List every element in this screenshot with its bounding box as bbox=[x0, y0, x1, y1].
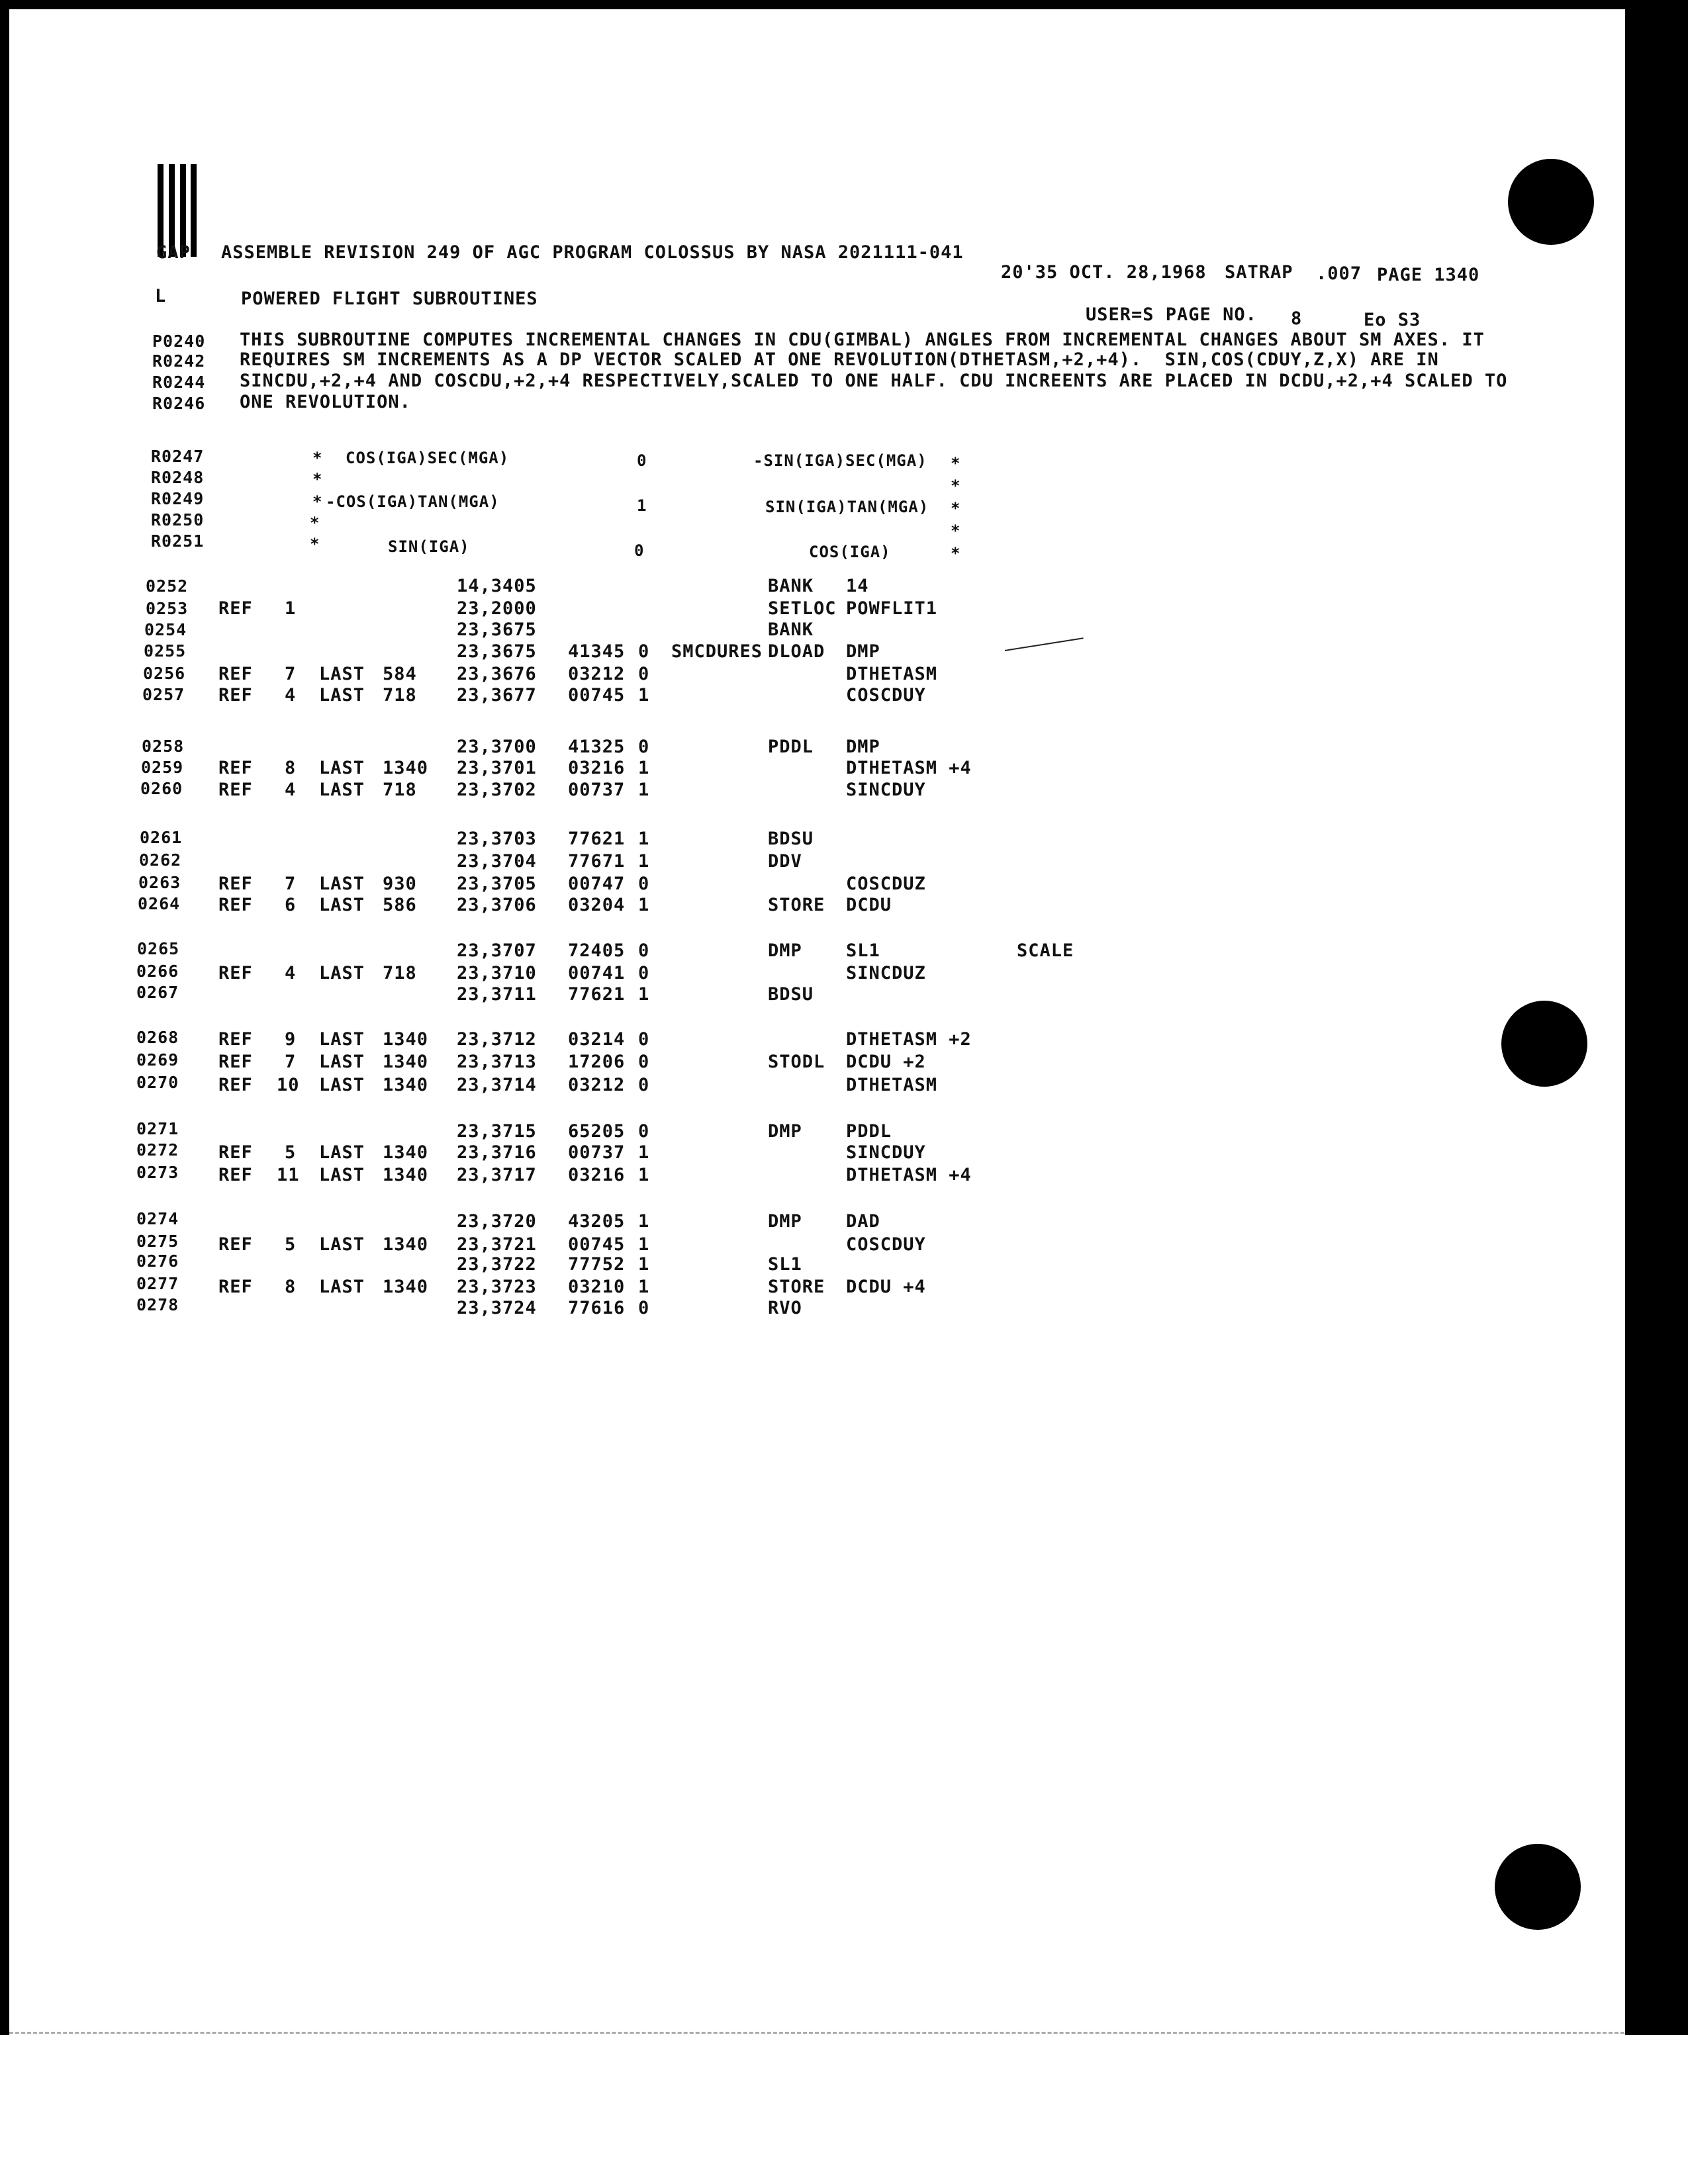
code-ref-tag: REF bbox=[218, 598, 253, 619]
code-address: 23,3723 bbox=[457, 1277, 537, 1297]
code-last-tag: LAST bbox=[319, 758, 365, 778]
user-name: SATRAP bbox=[1225, 262, 1293, 283]
matrix-mid: 0 bbox=[634, 541, 645, 560]
code-ref-tag: REF bbox=[218, 1052, 253, 1072]
code-word-flag: 0 bbox=[638, 1121, 650, 1142]
code-word-flag: 1 bbox=[638, 1165, 650, 1185]
code-operand: SL1 bbox=[846, 940, 880, 961]
code-label: SMCDURES bbox=[671, 641, 763, 662]
code-opcode: DLOAD bbox=[768, 641, 825, 662]
matrix-left: SIN(IGA) bbox=[388, 537, 470, 556]
code-line-number: 0267 bbox=[136, 983, 179, 1002]
code-ref-tag: REF bbox=[218, 1165, 253, 1185]
code-ref-tag: REF bbox=[218, 874, 253, 894]
code-word-flag: 0 bbox=[638, 1052, 650, 1072]
code-last-page: 930 bbox=[383, 874, 417, 894]
code-line-number: 0260 bbox=[140, 779, 183, 798]
code-last-tag: LAST bbox=[319, 1142, 365, 1163]
code-octal-word: 00747 bbox=[568, 874, 626, 894]
comment-line-id: R0242 bbox=[152, 351, 206, 371]
code-ref-tag: REF bbox=[218, 1075, 253, 1095]
code-word-flag: 0 bbox=[638, 664, 650, 684]
code-opcode: STORE bbox=[768, 895, 825, 915]
code-octal-word: 00741 bbox=[568, 963, 626, 983]
code-note: SCALE bbox=[1017, 940, 1074, 961]
code-last-page: 718 bbox=[383, 780, 417, 800]
eo-mark: Eo S3 bbox=[1364, 310, 1421, 330]
code-ref-count: 4 bbox=[285, 685, 297, 705]
code-word-flag: 1 bbox=[638, 895, 650, 915]
code-opcode: BDSU bbox=[768, 984, 814, 1005]
code-word-flag: 1 bbox=[638, 984, 650, 1005]
code-line-number: 0275 bbox=[136, 1232, 179, 1251]
code-last-tag: LAST bbox=[319, 1165, 365, 1185]
code-word-flag: 1 bbox=[638, 1211, 650, 1232]
comment-line-text: ONE REVOLUTION. bbox=[240, 392, 411, 412]
code-ref-tag: REF bbox=[218, 685, 253, 705]
code-last-tag: LAST bbox=[319, 664, 365, 684]
code-line-number: 0257 bbox=[142, 685, 185, 704]
code-address: 23,3705 bbox=[457, 874, 537, 894]
code-operand: DTHETASM +2 bbox=[846, 1029, 972, 1050]
code-last-page: 1340 bbox=[383, 1142, 429, 1163]
matrix-star: * bbox=[310, 535, 320, 553]
code-opcode: RVO bbox=[768, 1298, 802, 1318]
code-word-flag: 1 bbox=[638, 780, 650, 800]
code-octal-word: 00745 bbox=[568, 1234, 626, 1255]
code-line-number: 0266 bbox=[136, 962, 179, 981]
matrix-line-id: R0248 bbox=[151, 468, 205, 487]
code-word-flag: 0 bbox=[638, 940, 650, 961]
code-address: 23,3703 bbox=[457, 829, 537, 849]
code-word-flag: 0 bbox=[638, 963, 650, 983]
code-ref-tag: REF bbox=[218, 1142, 253, 1163]
code-address: 14,3405 bbox=[457, 576, 537, 596]
code-line-number: 0256 bbox=[143, 664, 186, 683]
code-address: 23,3675 bbox=[457, 619, 537, 640]
code-last-page: 586 bbox=[383, 895, 417, 915]
code-operand: DMP bbox=[846, 641, 880, 662]
code-address: 23,3706 bbox=[457, 895, 537, 915]
code-line-number: 0255 bbox=[144, 641, 187, 660]
code-ref-count: 5 bbox=[285, 1142, 297, 1163]
code-octal-word: 00745 bbox=[568, 685, 626, 705]
section-title: POWERED FLIGHT SUBROUTINES bbox=[241, 289, 538, 309]
code-operand: PDDL bbox=[846, 1121, 892, 1142]
code-address: 23,3722 bbox=[457, 1254, 537, 1275]
l-flag: L bbox=[155, 286, 167, 306]
matrix-line-id: R0247 bbox=[151, 447, 205, 466]
code-operand: DTHETASM bbox=[846, 1075, 938, 1095]
code-operand: COSCDUZ bbox=[846, 874, 926, 894]
code-opcode: BANK bbox=[768, 576, 814, 596]
scan-top-edge bbox=[0, 0, 1688, 9]
code-octal-word: 03216 bbox=[568, 1165, 626, 1185]
matrix-star: * bbox=[951, 454, 961, 473]
code-address: 23,3710 bbox=[457, 963, 537, 983]
code-ref-tag: REF bbox=[218, 963, 253, 983]
code-operand: COSCDUY bbox=[846, 1234, 926, 1255]
matrix-line-id: R0251 bbox=[151, 531, 205, 551]
code-opcode: PDDL bbox=[768, 737, 814, 757]
code-opcode: SETLOC bbox=[768, 598, 837, 619]
code-last-tag: LAST bbox=[319, 874, 365, 894]
code-word-flag: 1 bbox=[638, 758, 650, 778]
code-octal-word: 77752 bbox=[568, 1254, 626, 1275]
code-line-number: 0277 bbox=[136, 1274, 179, 1293]
code-word-flag: 0 bbox=[638, 1298, 650, 1318]
code-opcode: STODL bbox=[768, 1052, 825, 1072]
code-octal-word: 41345 bbox=[568, 641, 626, 662]
matrix-mid: 1 bbox=[637, 496, 647, 515]
sequence: .007 bbox=[1316, 263, 1362, 284]
perforation-line bbox=[9, 2032, 1624, 2034]
code-line-number: 0271 bbox=[136, 1119, 179, 1138]
matrix-star: * bbox=[312, 470, 323, 488]
punch-hole bbox=[1495, 1844, 1581, 1930]
code-ref-tag: REF bbox=[218, 1234, 253, 1255]
code-line-number: 0272 bbox=[136, 1140, 179, 1160]
code-last-page: 1340 bbox=[383, 1234, 429, 1255]
code-octal-word: 77616 bbox=[568, 1298, 626, 1318]
code-operand: DTHETASM +4 bbox=[846, 758, 972, 778]
matrix-star: * bbox=[951, 522, 961, 540]
matrix-star: * bbox=[312, 492, 323, 511]
scan-bottom-margin bbox=[0, 2035, 1688, 2184]
code-octal-word: 41325 bbox=[568, 737, 626, 757]
code-word-flag: 1 bbox=[638, 1234, 650, 1255]
code-last-tag: LAST bbox=[319, 895, 365, 915]
gap-tag: GAP bbox=[156, 242, 191, 263]
code-last-tag: LAST bbox=[319, 780, 365, 800]
code-ref-tag: REF bbox=[218, 780, 253, 800]
code-ref-count: 7 bbox=[285, 664, 297, 684]
matrix-star: * bbox=[310, 514, 320, 532]
code-ref-tag: REF bbox=[218, 895, 253, 915]
code-ref-count: 10 bbox=[277, 1075, 300, 1095]
code-line-number: 0278 bbox=[136, 1295, 179, 1314]
code-last-page: 718 bbox=[383, 963, 417, 983]
code-operand: COSCDUY bbox=[846, 685, 926, 705]
code-last-tag: LAST bbox=[319, 685, 365, 705]
code-last-page: 1340 bbox=[383, 758, 429, 778]
code-octal-word: 77621 bbox=[568, 984, 626, 1005]
code-operand: DTHETASM bbox=[846, 664, 938, 684]
code-address: 23,3701 bbox=[457, 758, 537, 778]
code-octal-word: 00737 bbox=[568, 780, 626, 800]
code-line-number: 0258 bbox=[142, 737, 185, 756]
code-address: 23,3707 bbox=[457, 940, 537, 961]
code-opcode: DDV bbox=[768, 851, 802, 872]
code-ref-count: 1 bbox=[285, 598, 297, 619]
code-word-flag: 1 bbox=[638, 1142, 650, 1163]
comment-line-text: THIS SUBROUTINE COMPUTES INCREMENTAL CHANGES IN CDU(GIMBAL) ANGLES FROM INCREMENTAL CHANGES ABOUT SM AXES. IT bbox=[240, 330, 1485, 350]
code-line-number: 0252 bbox=[146, 576, 189, 596]
code-address: 23,3715 bbox=[457, 1121, 537, 1142]
comment-line-id: P0240 bbox=[152, 332, 206, 351]
code-ref-count: 4 bbox=[285, 780, 297, 800]
code-line-number: 0253 bbox=[146, 599, 189, 618]
code-operand: SINCDUZ bbox=[846, 963, 926, 983]
code-opcode: SL1 bbox=[768, 1254, 802, 1275]
code-last-tag: LAST bbox=[319, 1029, 365, 1050]
code-line-number: 0270 bbox=[136, 1073, 179, 1092]
code-ref-count: 8 bbox=[285, 1277, 297, 1297]
code-last-tag: LAST bbox=[319, 1052, 365, 1072]
code-line-number: 0265 bbox=[137, 939, 180, 958]
code-last-page: 1340 bbox=[383, 1052, 429, 1072]
code-address: 23,3721 bbox=[457, 1234, 537, 1255]
comment-line-text: SINCDU,+2,+4 AND COSCDU,+2,+4 RESPECTIVELY,SCALED TO ONE HALF. CDU INCREENTS ARE PLACED IN DCDU,+2,+4 SCALED TO bbox=[240, 371, 1508, 391]
code-line-number: 0269 bbox=[136, 1050, 179, 1069]
code-operand: DMP bbox=[846, 737, 880, 757]
code-ref-count: 6 bbox=[285, 895, 297, 915]
code-opcode: DMP bbox=[768, 1121, 802, 1142]
code-octal-word: 03212 bbox=[568, 1075, 626, 1095]
code-word-flag: 1 bbox=[638, 685, 650, 705]
page-number: PAGE 1340 bbox=[1377, 265, 1480, 285]
code-ref-count: 7 bbox=[285, 1052, 297, 1072]
code-address: 23,3704 bbox=[457, 851, 537, 872]
punch-hole bbox=[1508, 159, 1594, 245]
user-page-number: 8 bbox=[1291, 308, 1303, 329]
comment-line-id: R0246 bbox=[152, 394, 206, 413]
code-word-flag: 1 bbox=[638, 1254, 650, 1275]
code-octal-word: 00737 bbox=[568, 1142, 626, 1163]
code-last-tag: LAST bbox=[319, 1234, 365, 1255]
code-word-flag: 0 bbox=[638, 1075, 650, 1095]
code-ref-tag: REF bbox=[218, 1029, 253, 1050]
matrix-line-id: R0249 bbox=[151, 489, 205, 508]
code-octal-word: 03210 bbox=[568, 1277, 626, 1297]
comment-line-text: REQUIRES SM INCREMENTS AS A DP VECTOR SCALED AT ONE REVOLUTION(DTHETASM,+2,+4). SIN,COS(CDUY,Z,X) ARE IN bbox=[240, 349, 1439, 370]
code-octal-word: 43205 bbox=[568, 1211, 626, 1232]
code-last-page: 1340 bbox=[383, 1029, 429, 1050]
matrix-right: -SIN(IGA)SEC(MGA) bbox=[753, 451, 927, 470]
code-last-page: 1340 bbox=[383, 1277, 429, 1297]
code-word-flag: 0 bbox=[638, 1029, 650, 1050]
code-address: 23,3713 bbox=[457, 1052, 537, 1072]
code-opcode: DMP bbox=[768, 940, 802, 961]
matrix-right: SIN(IGA)TAN(MGA) bbox=[765, 498, 929, 516]
code-word-flag: 0 bbox=[638, 641, 650, 662]
user-page-label: USER=S PAGE NO. bbox=[1086, 304, 1257, 325]
code-word-flag: 1 bbox=[638, 851, 650, 872]
matrix-star: * bbox=[951, 477, 961, 495]
code-opcode: BDSU bbox=[768, 829, 814, 849]
code-word-flag: 1 bbox=[638, 1277, 650, 1297]
code-address: 23,3675 bbox=[457, 641, 537, 662]
code-last-page: 1340 bbox=[383, 1165, 429, 1185]
code-operand: DCDU +2 bbox=[846, 1052, 926, 1072]
code-last-tag: LAST bbox=[319, 1277, 365, 1297]
code-address: 23,3711 bbox=[457, 984, 537, 1005]
scan-right-edge bbox=[1625, 0, 1688, 2035]
code-octal-word: 77671 bbox=[568, 851, 626, 872]
code-opcode: STORE bbox=[768, 1277, 825, 1297]
assemble-line: ASSEMBLE REVISION 249 OF AGC PROGRAM COLOSSUS BY NASA 2021111-041 bbox=[221, 242, 964, 263]
matrix-star: * bbox=[312, 449, 323, 467]
matrix-line-id: R0250 bbox=[151, 510, 205, 529]
code-octal-word: 77621 bbox=[568, 829, 626, 849]
code-line-number: 0254 bbox=[144, 620, 187, 639]
code-operand: 14 bbox=[846, 576, 869, 596]
code-ref-count: 4 bbox=[285, 963, 297, 983]
code-address: 23,3702 bbox=[457, 780, 537, 800]
code-address: 23,3720 bbox=[457, 1211, 537, 1232]
code-line-number: 0268 bbox=[136, 1028, 179, 1047]
code-operand: DAD bbox=[846, 1211, 880, 1232]
code-line-number: 0273 bbox=[136, 1163, 179, 1182]
code-last-tag: LAST bbox=[319, 1075, 365, 1095]
punch-hole bbox=[1501, 1001, 1587, 1087]
code-last-page: 1340 bbox=[383, 1075, 429, 1095]
code-address: 23,3712 bbox=[457, 1029, 537, 1050]
code-address: 23,3677 bbox=[457, 685, 537, 705]
code-ref-tag: REF bbox=[218, 758, 253, 778]
code-last-page: 584 bbox=[383, 664, 417, 684]
matrix-right: COS(IGA) bbox=[809, 543, 891, 561]
code-address: 23,3676 bbox=[457, 664, 537, 684]
code-last-page: 718 bbox=[383, 685, 417, 705]
code-ref-count: 8 bbox=[285, 758, 297, 778]
code-word-flag: 0 bbox=[638, 737, 650, 757]
code-octal-word: 72405 bbox=[568, 940, 626, 961]
code-line-number: 0262 bbox=[139, 850, 182, 870]
code-line-number: 0264 bbox=[138, 894, 181, 913]
timestamp: 20'35 OCT. 28,1968 bbox=[1001, 262, 1207, 283]
code-operand: DTHETASM +4 bbox=[846, 1165, 972, 1185]
code-word-flag: 1 bbox=[638, 829, 650, 849]
code-operand: DCDU +4 bbox=[846, 1277, 926, 1297]
code-ref-tag: REF bbox=[218, 1277, 253, 1297]
code-opcode: BANK bbox=[768, 619, 814, 640]
code-octal-word: 03204 bbox=[568, 895, 626, 915]
code-line-number: 0261 bbox=[140, 828, 183, 847]
code-address: 23,3717 bbox=[457, 1165, 537, 1185]
matrix-mid: 0 bbox=[637, 451, 647, 470]
code-operand: POWFLIT1 bbox=[846, 598, 938, 619]
code-line-number: 0276 bbox=[136, 1251, 179, 1271]
matrix-star: * bbox=[951, 499, 961, 518]
code-operand: SINCDUY bbox=[846, 780, 926, 800]
code-ref-count: 5 bbox=[285, 1234, 297, 1255]
code-octal-word: 65205 bbox=[568, 1121, 626, 1142]
matrix-left: COS(IGA)SEC(MGA) bbox=[346, 449, 510, 467]
code-line-number: 0263 bbox=[138, 873, 181, 892]
code-address: 23,3716 bbox=[457, 1142, 537, 1163]
code-operand: SINCDUY bbox=[846, 1142, 926, 1163]
matrix-star: * bbox=[951, 544, 961, 563]
code-octal-word: 17206 bbox=[568, 1052, 626, 1072]
code-address: 23,3724 bbox=[457, 1298, 537, 1318]
comment-line-id: R0244 bbox=[152, 373, 206, 392]
code-word-flag: 0 bbox=[638, 874, 650, 894]
scan-left-edge bbox=[0, 0, 9, 2035]
code-ref-tag: REF bbox=[218, 664, 253, 684]
code-line-number: 0259 bbox=[141, 758, 184, 777]
code-address: 23,2000 bbox=[457, 598, 537, 619]
code-ref-count: 9 bbox=[285, 1029, 297, 1050]
code-line-number: 0274 bbox=[136, 1209, 179, 1228]
code-opcode: DMP bbox=[768, 1211, 802, 1232]
code-ref-count: 11 bbox=[277, 1165, 300, 1185]
code-ref-count: 7 bbox=[285, 874, 297, 894]
code-last-tag: LAST bbox=[319, 963, 365, 983]
code-octal-word: 03216 bbox=[568, 758, 626, 778]
code-address: 23,3700 bbox=[457, 737, 537, 757]
code-address: 23,3714 bbox=[457, 1075, 537, 1095]
matrix-left: -COS(IGA)TAN(MGA) bbox=[326, 492, 500, 511]
code-octal-word: 03212 bbox=[568, 664, 626, 684]
code-operand: DCDU bbox=[846, 895, 892, 915]
code-octal-word: 03214 bbox=[568, 1029, 626, 1050]
